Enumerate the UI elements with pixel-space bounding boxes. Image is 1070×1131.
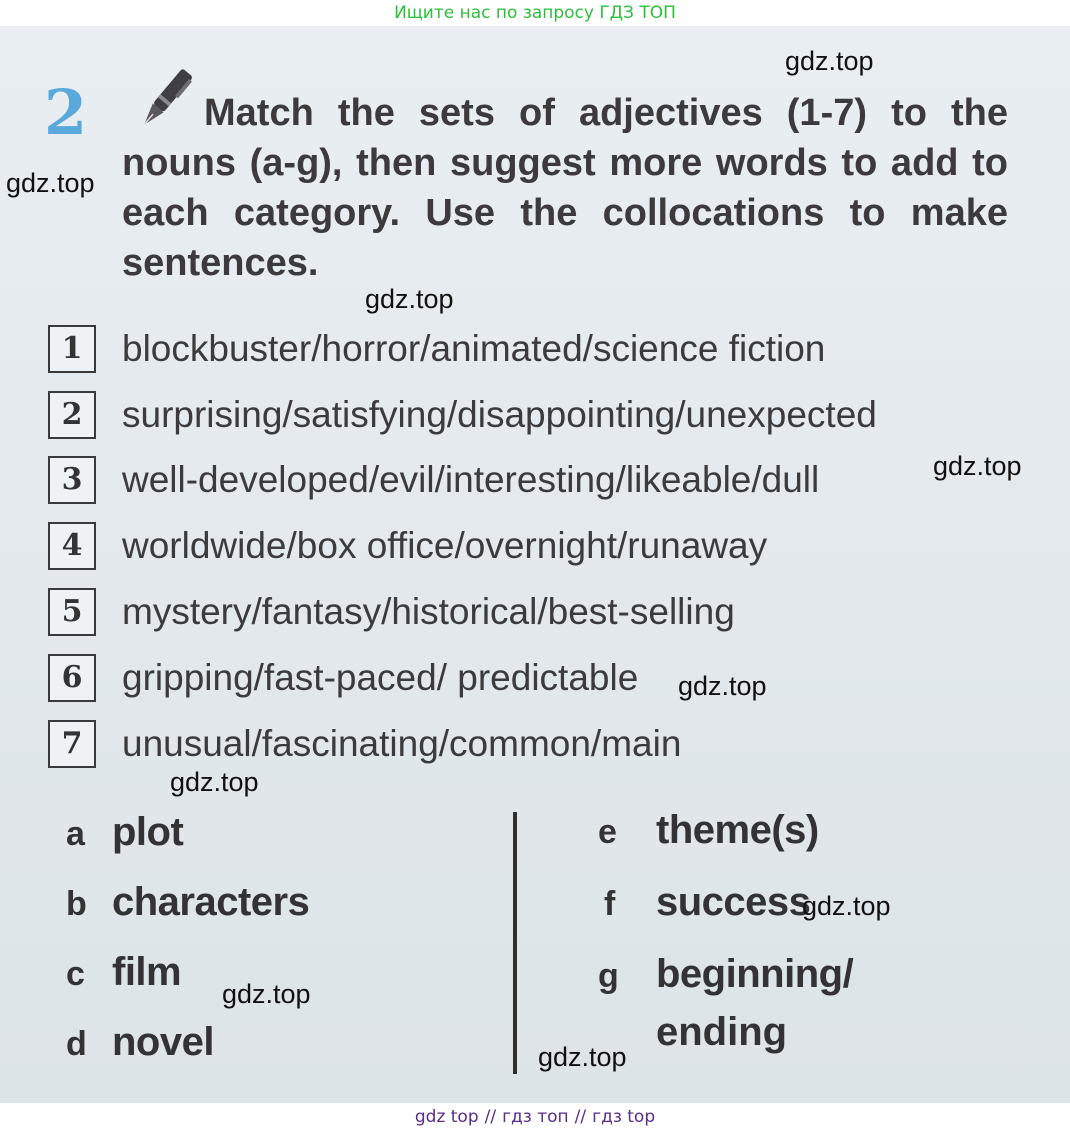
exercise-number: 2 — [44, 76, 88, 149]
noun-letter: e — [598, 813, 617, 851]
watermark: gdz.top — [678, 671, 767, 701]
noun-word: success — [656, 880, 811, 924]
noun-item — [604, 880, 810, 930]
adjective-set: well-developed/evil/interesting/likeable/dull — [122, 459, 820, 500]
adjective-item — [48, 720, 948, 772]
noun-letter: a — [66, 815, 85, 853]
noun-item — [66, 810, 183, 860]
adjective-item — [48, 325, 948, 377]
noun-item — [598, 808, 819, 858]
noun-word: film — [112, 950, 182, 994]
watermark: gdz.top — [170, 767, 259, 797]
adjective-set: gripping/fast-paced/ predictable — [122, 657, 639, 698]
footer-separator: // — [574, 1107, 587, 1127]
noun-item — [66, 880, 309, 930]
noun-item — [66, 950, 181, 1000]
footer-link[interactable]: гдз top — [592, 1107, 656, 1127]
footer-link[interactable]: гдз топ — [502, 1107, 569, 1127]
item-number-box: 3 — [48, 456, 96, 504]
exercise-instruction: Match the sets of adjectives (1-7) to the nouns (a-g), then suggest more words to add to each category. Use the collocations to make sentences. — [122, 92, 1008, 284]
noun-item — [598, 952, 853, 1002]
item-number-box: 1 — [48, 325, 96, 373]
noun-word: plot — [112, 810, 184, 854]
noun-word: characters — [112, 880, 310, 924]
top-banner: Ищите нас по запросу ГДЗ ТОП — [394, 3, 676, 23]
item-number-box: 5 — [48, 588, 96, 636]
adjective-set: worldwide/box office/overnight/runaway — [122, 525, 768, 566]
adjective-item — [48, 522, 948, 574]
watermark: gdz.top — [785, 46, 874, 76]
adjective-set: surprising/satisfying/disappointing/unexpected — [122, 394, 877, 435]
noun-letter: g — [598, 957, 619, 995]
noun-letter: c — [66, 955, 85, 993]
adjective-item — [48, 391, 948, 443]
footer-separator: // — [484, 1107, 497, 1127]
item-number-box: 4 — [48, 522, 96, 570]
item-number-box: 6 — [48, 654, 96, 702]
adjective-set: mystery/fantasy/historical/best-selling — [122, 591, 735, 632]
noun-word: novel — [112, 1020, 214, 1064]
column-divider — [513, 812, 517, 1074]
adjective-item — [48, 654, 948, 706]
adjective-set: blockbuster/horror/animated/science fiction — [122, 328, 826, 369]
watermark: gdz.top — [933, 451, 1022, 481]
noun-word: theme(s) — [656, 808, 819, 852]
watermark: gdz.top — [802, 891, 891, 921]
noun-letter: b — [66, 885, 87, 923]
noun-word-continuation: ending — [656, 1010, 788, 1054]
item-number-box: 7 — [48, 720, 96, 768]
watermark: gdz.top — [222, 979, 311, 1009]
adjective-item — [48, 588, 948, 640]
footer-links — [0, 1103, 1070, 1131]
footer-link[interactable]: gdz top — [414, 1107, 479, 1127]
item-number-box: 2 — [48, 391, 96, 439]
watermark: gdz.top — [365, 284, 454, 314]
watermark: gdz.top — [6, 168, 95, 198]
adjective-set: unusual/fascinating/common/main — [122, 723, 682, 764]
noun-item — [66, 1020, 214, 1070]
noun-letter: f — [604, 885, 616, 923]
noun-letter: d — [66, 1025, 87, 1063]
watermark: gdz.top — [538, 1042, 627, 1072]
noun-word: beginning/ — [656, 952, 854, 996]
adjective-item — [48, 456, 948, 508]
